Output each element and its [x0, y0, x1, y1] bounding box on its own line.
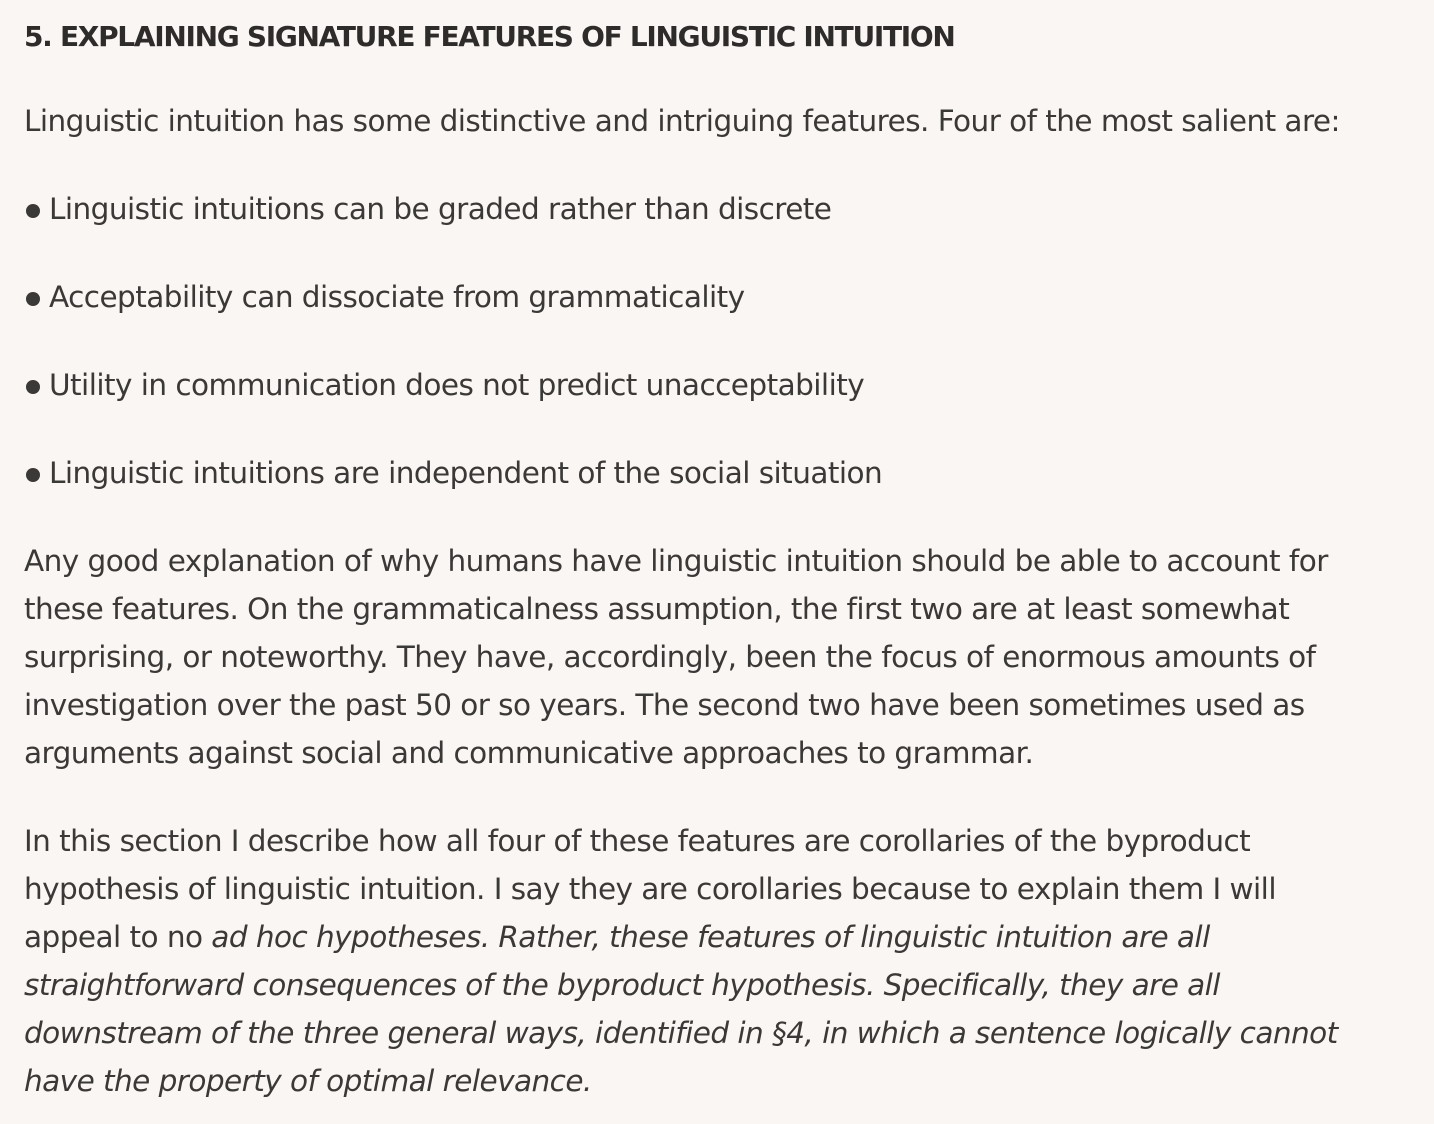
paragraph-line: investigation over the past 50 or so years. The second two have been sometimes used as [24, 688, 1305, 722]
list-item-text: Utility in communication does not predict unacceptability [49, 368, 865, 402]
bullet-icon [26, 380, 40, 394]
paragraph-line [24, 1057, 1424, 1105]
section-heading: 5. EXPLAINING SIGNATURE FEATURES OF LINGUISTIC INTUITION [24, 20, 955, 53]
list-item-text: Linguistic intuitions can be graded rather than discrete [49, 192, 832, 226]
list-item [24, 452, 882, 494]
list-item-text: Acceptability can dissociate from grammaticality [49, 280, 745, 314]
bullet-icon [26, 292, 40, 306]
bullet-icon [26, 204, 40, 218]
list-item [24, 276, 745, 318]
bullet-icon [26, 468, 40, 482]
plain-text: appeal to no [24, 920, 212, 954]
list-item [24, 364, 864, 406]
italic-text: straightforward consequences of the byproduct hypothesis. Specifically, they are all [24, 968, 1220, 1002]
paragraph-line: Any good explanation of why humans have linguistic intuition should be able to account for [24, 544, 1328, 578]
paragraph-line: hypothesis of linguistic intuition. I say they are corollaries because to explain them I will [24, 872, 1276, 906]
paragraph-line: arguments against social and communicative approaches to grammar. [24, 736, 1034, 770]
paragraph-line [24, 961, 1424, 1009]
list-item [24, 188, 831, 230]
italic-text: have the property of optimal relevance. [24, 1064, 592, 1098]
paragraph-line [24, 1009, 1424, 1057]
body-paragraph [24, 537, 1424, 777]
body-paragraph [24, 817, 1424, 1105]
intro-paragraph: Linguistic intuition has some distinctive and intriguing features. Four of the most salient are: [24, 104, 1340, 138]
paragraph-line: In this section I describe how all four of these features are corollaries of the byproduct [24, 824, 1251, 858]
paragraph-line [24, 913, 1424, 961]
italic-text: downstream of the three general ways, identified in §4, in which a sentence logically cannot [24, 1016, 1338, 1050]
paragraph-line: surprising, or noteworthy. They have, accordingly, been the focus of enormous amounts of [24, 640, 1316, 674]
italic-text: ad hoc hypotheses. Rather, these features of linguistic intuition are all [211, 920, 1210, 954]
list-item-text: Linguistic intuitions are independent of the social situation [49, 456, 883, 490]
paragraph-line: these features. On the grammaticalness assumption, the first two are at least somewhat [24, 592, 1290, 626]
